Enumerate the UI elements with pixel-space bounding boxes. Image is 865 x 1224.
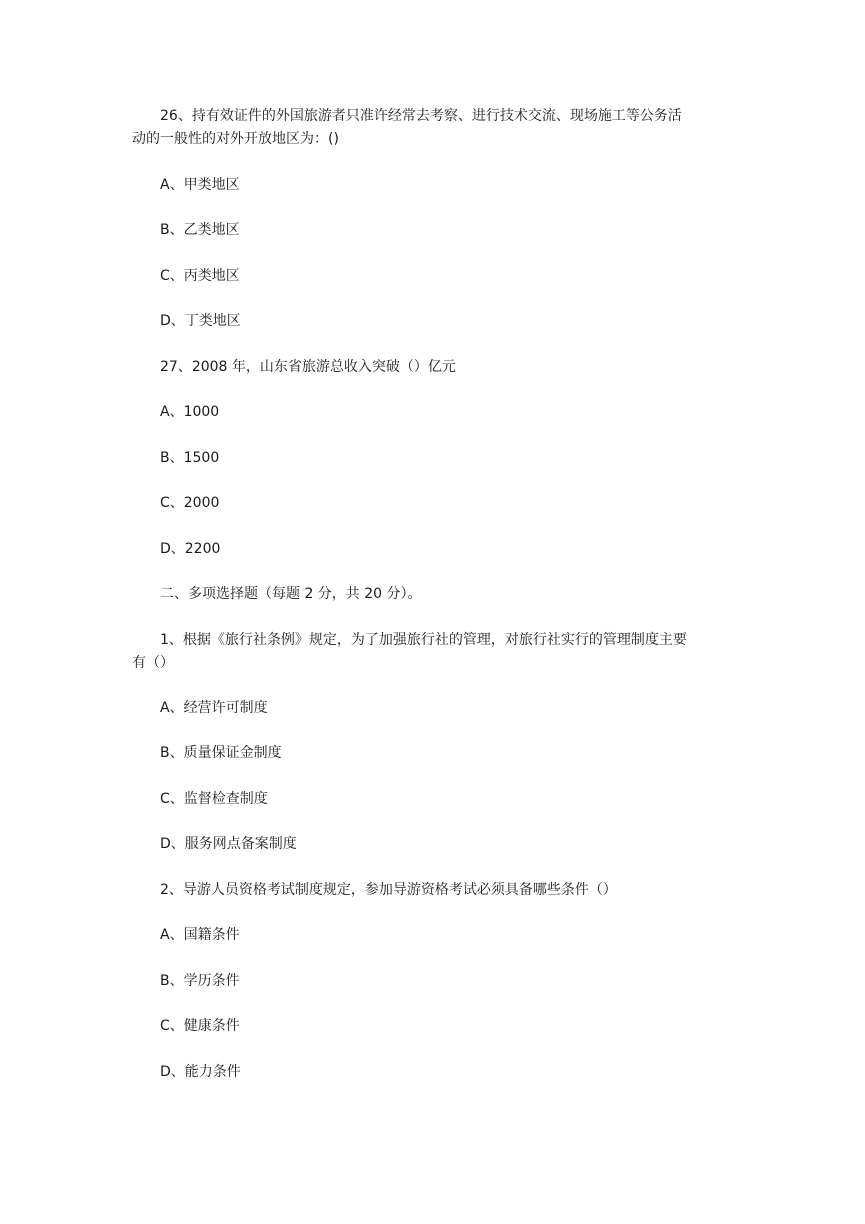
question-26-option-b: B、乙类地区	[160, 222, 240, 238]
multi-question-2-option-a: A、国籍条件	[160, 927, 240, 943]
question-27-option-b: B、1500	[160, 450, 220, 466]
multi-question-1-option-b: B、质量保证金制度	[160, 745, 282, 761]
question-27-option-a: A、1000	[160, 404, 220, 420]
question-26-text-line-1: 26、持有效证件的外国旅游者只准许经常去考察、进行技术交流、现场施工等公务活	[160, 108, 682, 124]
question-27-text: 27、2008 年，山东省旅游总收入突破（）亿元	[160, 359, 456, 375]
question-26-option-c: C、丙类地区	[160, 268, 240, 284]
question-27-option-c: C、2000	[160, 495, 220, 511]
multi-question-1-option-a: A、经营许可制度	[160, 700, 268, 716]
multi-question-1-text-line-1: 1、根据《旅行社条例》规定，为了加强旅行社的管理，对旅行社实行的管理制度主要	[160, 632, 687, 648]
multi-question-1-option-d: D、服务网点备案制度	[160, 836, 297, 852]
multi-question-1-option-c: C、监督检查制度	[160, 791, 268, 807]
question-26-option-a: A、甲类地区	[160, 177, 240, 193]
multi-question-2-option-b: B、学历条件	[160, 973, 240, 989]
question-26-text-line-2: 动的一般性的对外开放地区为：()	[132, 131, 339, 147]
multi-question-2-option-c: C、健康条件	[160, 1018, 240, 1034]
question-27-option-d: D、2200	[160, 541, 221, 557]
multi-question-2-option-d: D、能力条件	[160, 1064, 241, 1080]
section-2-heading: 二、多项选择题（每题 2 分，共 20 分）。	[160, 586, 422, 602]
question-26-option-d: D、丁类地区	[160, 313, 241, 329]
multi-question-1-text-line-2: 有（）	[132, 655, 174, 671]
multi-question-2-text: 2、导游人员资格考试制度规定，参加导游资格考试必须具备哪些条件（）	[160, 882, 617, 898]
